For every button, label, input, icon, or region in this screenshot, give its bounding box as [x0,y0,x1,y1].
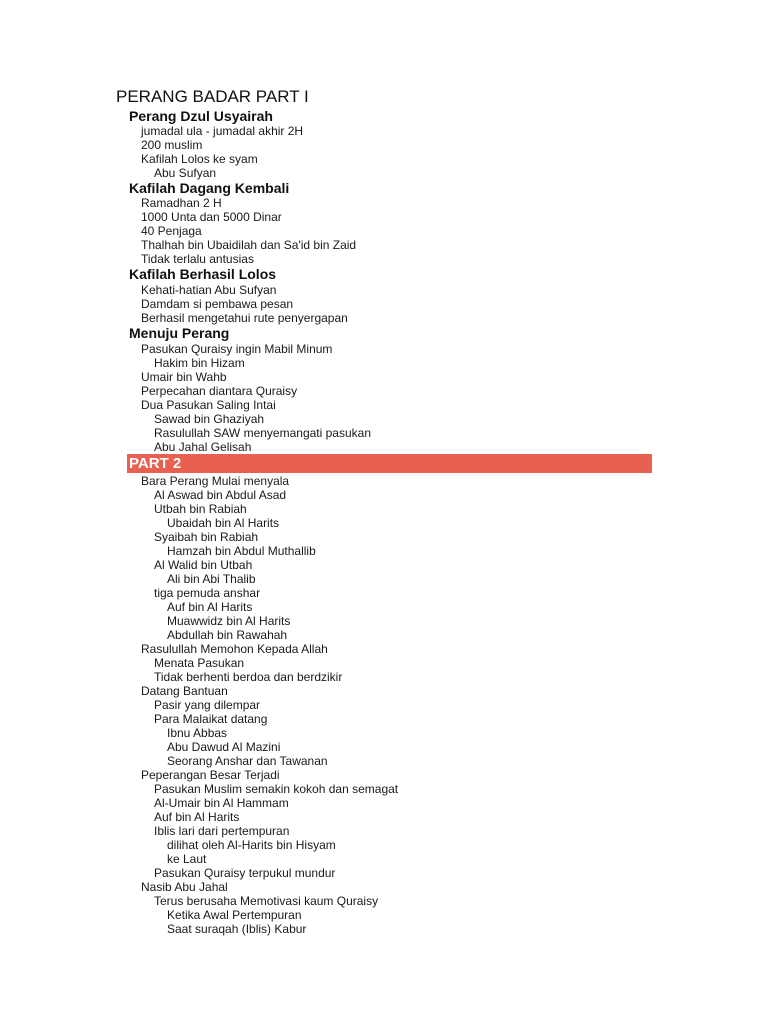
outline-subitem: Pasir yang dilempar [154,698,261,712]
outline-item: Damdam si pembawa pesan [141,297,294,311]
outline-item: 40 Penjaga [141,224,202,238]
outline-subitem: Menata Pasukan [154,656,245,670]
outline-subsubitem: Seorang Anshar dan Tawanan [167,754,328,768]
outline-subitem: Al Aswad bin Abdul Asad [154,488,287,502]
outline-subitem: Abu Sufyan [154,166,217,180]
outline-subitem: Hakim bin Hizam [154,356,245,370]
outline-subitem: Pasukan Muslim semakin kokoh dan semagat [154,782,399,796]
outline-subitem: Sawad bin Ghaziyah [154,412,265,426]
section-heading-kafilah-dagang: Kafilah Dagang Kembali [129,180,290,196]
section-heading-menuju-perang: Menuju Perang [129,325,230,341]
outline-subsubitem: Muawwidz bin Al Harits [167,614,291,628]
outline-item: Tidak terlalu antusias [141,252,254,266]
outline-subitem: Iblis lari dari pertempuran [154,824,290,838]
outline-item: Perpecahan diantara Quraisy [141,384,298,398]
outline-subitem: Syaibah bin Rabiah [154,530,259,544]
outline-item: Datang Bantuan [141,684,228,698]
outline-subsubitem: Ibnu Abbas [167,726,228,740]
outline-item: Pasukan Quraisy ingin Mabil Minum [141,342,333,356]
outline-item: Peperangan Besar Terjadi [141,768,280,782]
outline-item: Berhasil mengetahui rute penyergapan [141,311,348,325]
section-heading-kafilah-lolos: Kafilah Berhasil Lolos [129,266,277,282]
outline-subitem: tiga pemuda anshar [154,586,261,600]
outline-subsubitem: Hamzah bin Abdul Muthallib [167,544,316,558]
outline-item: Bara Perang Mulai menyala [141,474,290,488]
outline-subitem: Para Malaikat datang [154,712,268,726]
outline-item: Ramadhan 2 H [141,196,222,210]
outline-subitem: Abu Jahal Gelisah [154,440,252,454]
outline-item: Kehati-hatian Abu Sufyan [141,283,277,297]
outline-subsubitem: Abu Dawud Al Mazini [167,740,281,754]
outline-subitem: Pasukan Quraisy terpukul mundur [154,866,336,880]
outline-item: Dua Pasukan Saling Intai [141,398,276,412]
outline-subsubitem: Auf bin Al Harits [167,600,253,614]
outline-subsubitem: Ali bin Abi Thalib [167,572,256,586]
part-2-label: PART 2 [129,455,182,472]
outline-subsubitem: Ubaidah bin Al Harits [167,516,280,530]
outline-item: Nasib Abu Jahal [141,880,228,894]
outline-subitem: Tidak berhenti berdoa dan berdzikir [154,670,343,684]
outline-subsubitem: dilihat oleh Al-Harits bin Hisyam [167,838,336,852]
outline-item: Umair bin Wahb [141,370,227,384]
part-2-banner [127,454,652,473]
outline-subitem: Terus berusaha Memotivasi kaum Quraisy [154,894,379,908]
outline-subitem: Utbah bin Rabiah [154,502,247,516]
section-heading-dzul-usyairah: Perang Dzul Usyairah [129,108,273,124]
outline-item: Rasulullah Memohon Kepada Allah [141,642,328,656]
outline-item: 200 muslim [141,138,203,152]
outline-item: Thalhah bin Ubaidilah dan Sa'id bin Zaid [141,238,357,252]
outline-subsubitem: Abdullah bin Rawahah [167,628,288,642]
outline-subsubitem: Saat suraqah (Iblis) Kabur [167,922,307,936]
outline-subsubitem: ke Laut [167,852,207,866]
outline-subitem: Rasulullah SAW menyemangati pasukan [154,426,372,440]
outline-subitem: Al Walid bin Utbah [154,558,253,572]
outline-subitem: Al-Umair bin Al Hammam [154,796,289,810]
outline-item: Kafilah Lolos ke syam [141,152,258,166]
outline-subitem: Auf bin Al Harits [154,810,240,824]
outline-subsubitem: Ketika Awal Pertempuran [167,908,302,922]
outline-item: jumadal ula - jumadal akhir 2H [141,124,304,138]
document-title: PERANG BADAR PART I [116,87,309,106]
outline-item: 1000 Unta dan 5000 Dinar [141,210,282,224]
